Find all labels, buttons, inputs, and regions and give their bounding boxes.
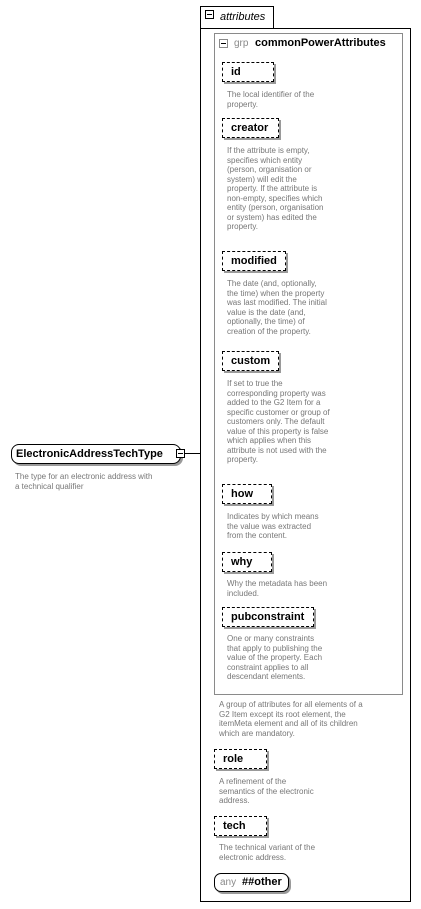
- attribute-modified[interactable]: [222, 251, 286, 271]
- attribute-name: how: [231, 488, 253, 500]
- connector-line: [185, 453, 200, 454]
- group-name[interactable]: commonPowerAttributes: [255, 37, 386, 49]
- attributes-tab-label: attributes: [220, 11, 266, 23]
- any-attribute-box[interactable]: [214, 873, 289, 892]
- attribute-tech[interactable]: [214, 816, 267, 836]
- any-keyword: any: [220, 877, 237, 888]
- attribute-name: creator: [231, 122, 269, 134]
- group-collapse-icon[interactable]: [219, 39, 228, 48]
- attribute-name: role: [223, 753, 244, 765]
- attribute-why[interactable]: [222, 552, 272, 572]
- attribute-name: pubconstraint: [231, 611, 305, 623]
- attribute-creator[interactable]: [222, 118, 279, 138]
- element-doc: The type for an electronic address with a technical qualifier: [15, 472, 153, 491]
- attribute-role[interactable]: [214, 749, 267, 769]
- attribute-pubconstraint[interactable]: [222, 607, 314, 627]
- attribute-doc: The local identifier of the property.: [227, 90, 315, 109]
- attribute-name: why: [231, 556, 253, 568]
- attribute-name: tech: [223, 820, 246, 832]
- element-collapse-icon[interactable]: [176, 449, 185, 458]
- attribute-how[interactable]: [222, 484, 272, 504]
- attribute-name: modified: [231, 255, 277, 267]
- attribute-doc: If set to true the corresponding property was added to the G2 Item for a specific customer or group of customers only. The default value of this property is false which applies when this attribute is not used with the property.: [227, 379, 330, 464]
- attribute-doc: The date (and, optionally, the time) when the property was last modified. The initial value is the date (and, optionally, the time) of creation of the property.: [227, 279, 327, 336]
- attribute-doc: If the attribute is empty, specifies which entity (person, organisation or system) will edit the property. If the attribute is non-empty, specifies which entity (person, organisation or system) has edited the property.: [227, 146, 324, 231]
- group-doc: A group of attributes for all elements of a G2 Item except its root element, the itemMeta element and all of its children which are mandatory.: [219, 700, 363, 738]
- group-keyword: grp: [234, 38, 249, 49]
- attribute-custom[interactable]: [222, 351, 279, 371]
- attribute-doc: Why the metadata has been included.: [227, 579, 328, 598]
- element-type-name: ElectronicAddressTechType: [16, 448, 163, 460]
- any-namespace: ##other: [242, 876, 282, 888]
- attribute-doc: Indicates by which means the value was extracted from the content.: [227, 512, 319, 540]
- element-type-box[interactable]: [11, 444, 181, 464]
- attribute-doc: A refinement of the semantics of the electronic address.: [219, 777, 314, 805]
- attribute-name: custom: [231, 355, 271, 367]
- attribute-id[interactable]: [222, 62, 274, 82]
- attribute-name: id: [231, 66, 241, 78]
- attributes-collapse-icon[interactable]: [205, 10, 214, 19]
- attribute-doc: One or many constraints that apply to publishing the value of the property. Each constraint applies to all descendant elements.: [227, 634, 323, 681]
- attribute-doc: The technical variant of the electronic address.: [219, 843, 316, 862]
